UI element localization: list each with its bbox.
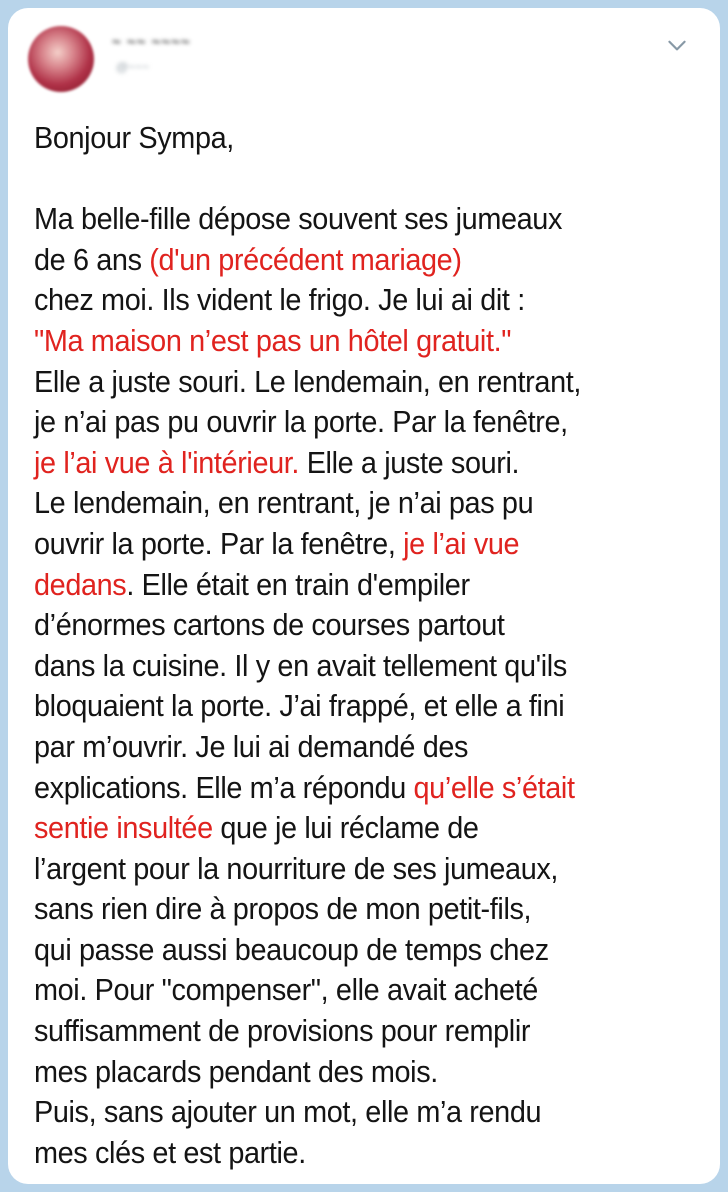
text-segment: que je lui réclame de: [212, 810, 479, 846]
avatar[interactable]: [28, 26, 94, 92]
chevron-down-icon[interactable]: [664, 32, 690, 58]
text-segment: Elle a juste souri. Le lendemain, en rentrant,: [34, 363, 582, 399]
text-line: [34, 646, 657, 687]
text-line: [34, 768, 657, 809]
highlighted-text: je l’ai vue: [403, 525, 520, 561]
text-segment: l’argent pour la nourriture de ses jumeaux,: [34, 850, 559, 886]
text-segment: chez moi. Ils vident le frigo. Je lui ai dit :: [34, 282, 525, 318]
tweet-card: [8, 8, 720, 1184]
author-name[interactable]: ~ ~~ ~~~~: [112, 34, 191, 51]
highlighted-text: (d'un précédent mariage): [149, 241, 462, 277]
text-segment: dans la cuisine. Il y en avait tellement qu'ils: [34, 647, 567, 683]
text-line: [34, 240, 657, 281]
text-line: [34, 970, 657, 1011]
text-line: [34, 362, 657, 403]
highlighted-text: "Ma maison n’est pas un hôtel gratuit.": [34, 322, 512, 358]
highlighted-text: sentie insultée: [34, 810, 213, 846]
text-line: [34, 1052, 657, 1093]
text-segment: bloquaient la porte. J’ai frappé, et elle a fini: [34, 688, 565, 724]
text-segment: de 6 ans: [34, 241, 150, 277]
text-segment: . Elle était en train d'empiler: [126, 566, 470, 602]
text-line: [34, 889, 657, 930]
text-segment: suffisamment de provisions pour remplir: [34, 1013, 531, 1049]
highlighted-text: qu’elle s’était: [413, 769, 575, 805]
text-line: [34, 808, 657, 849]
text-segment: Bonjour Sympa,: [34, 120, 234, 155]
text-line: [34, 199, 657, 240]
text-line: [34, 849, 657, 890]
text-line: [34, 321, 657, 362]
text-segment: je n’ai pas pu ouvrir la porte. Par la fenêtre,: [34, 404, 568, 440]
text-line: [34, 524, 657, 565]
text-segment: Elle a juste souri.: [299, 444, 520, 480]
text-segment: Puis, sans ajouter un mot, elle m’a rendu: [34, 1094, 542, 1130]
text-line: [34, 930, 657, 971]
text-segment: d’énormes cartons de courses partout: [34, 607, 505, 643]
tweet-text: [34, 118, 657, 1173]
text-line: [34, 605, 657, 646]
text-segment: Ma belle-fille dépose souvent ses jumeaux: [34, 201, 563, 237]
text-segment: par m’ouvrir. Je lui ai demandé des: [34, 728, 469, 764]
text-segment: sans rien dire à propos de mon petit-fils,: [34, 891, 532, 927]
author-handle: @~~~: [116, 60, 150, 74]
highlighted-text: dedans: [34, 566, 127, 602]
text-line: [34, 727, 657, 768]
highlighted-text: je l’ai vue à l'intérieur.: [34, 444, 300, 480]
text-segment: moi. Pour "compenser", elle avait acheté: [34, 972, 538, 1008]
text-segment: explications. Elle m’a répondu: [34, 769, 414, 805]
text-line: [34, 483, 657, 524]
text-line: [34, 402, 657, 443]
text-line: [34, 686, 657, 727]
text-segment: mes clés et est partie.: [34, 1134, 306, 1170]
text-segment: qui passe aussi beaucoup de temps chez: [34, 931, 549, 967]
text-segment: Le lendemain, en rentrant, je n’ai pas pu: [34, 485, 534, 521]
text-line: [34, 280, 657, 321]
text-line: [34, 118, 657, 159]
text-line: [34, 1092, 657, 1133]
text-line: [34, 159, 657, 200]
text-segment: mes placards pendant des mois.: [34, 1053, 438, 1089]
text-line: [34, 1011, 657, 1052]
text-line: [34, 1133, 657, 1174]
text-line: [34, 443, 657, 484]
text-segment: ouvrir la porte. Par la fenêtre,: [34, 525, 404, 561]
text-line: [34, 565, 657, 606]
